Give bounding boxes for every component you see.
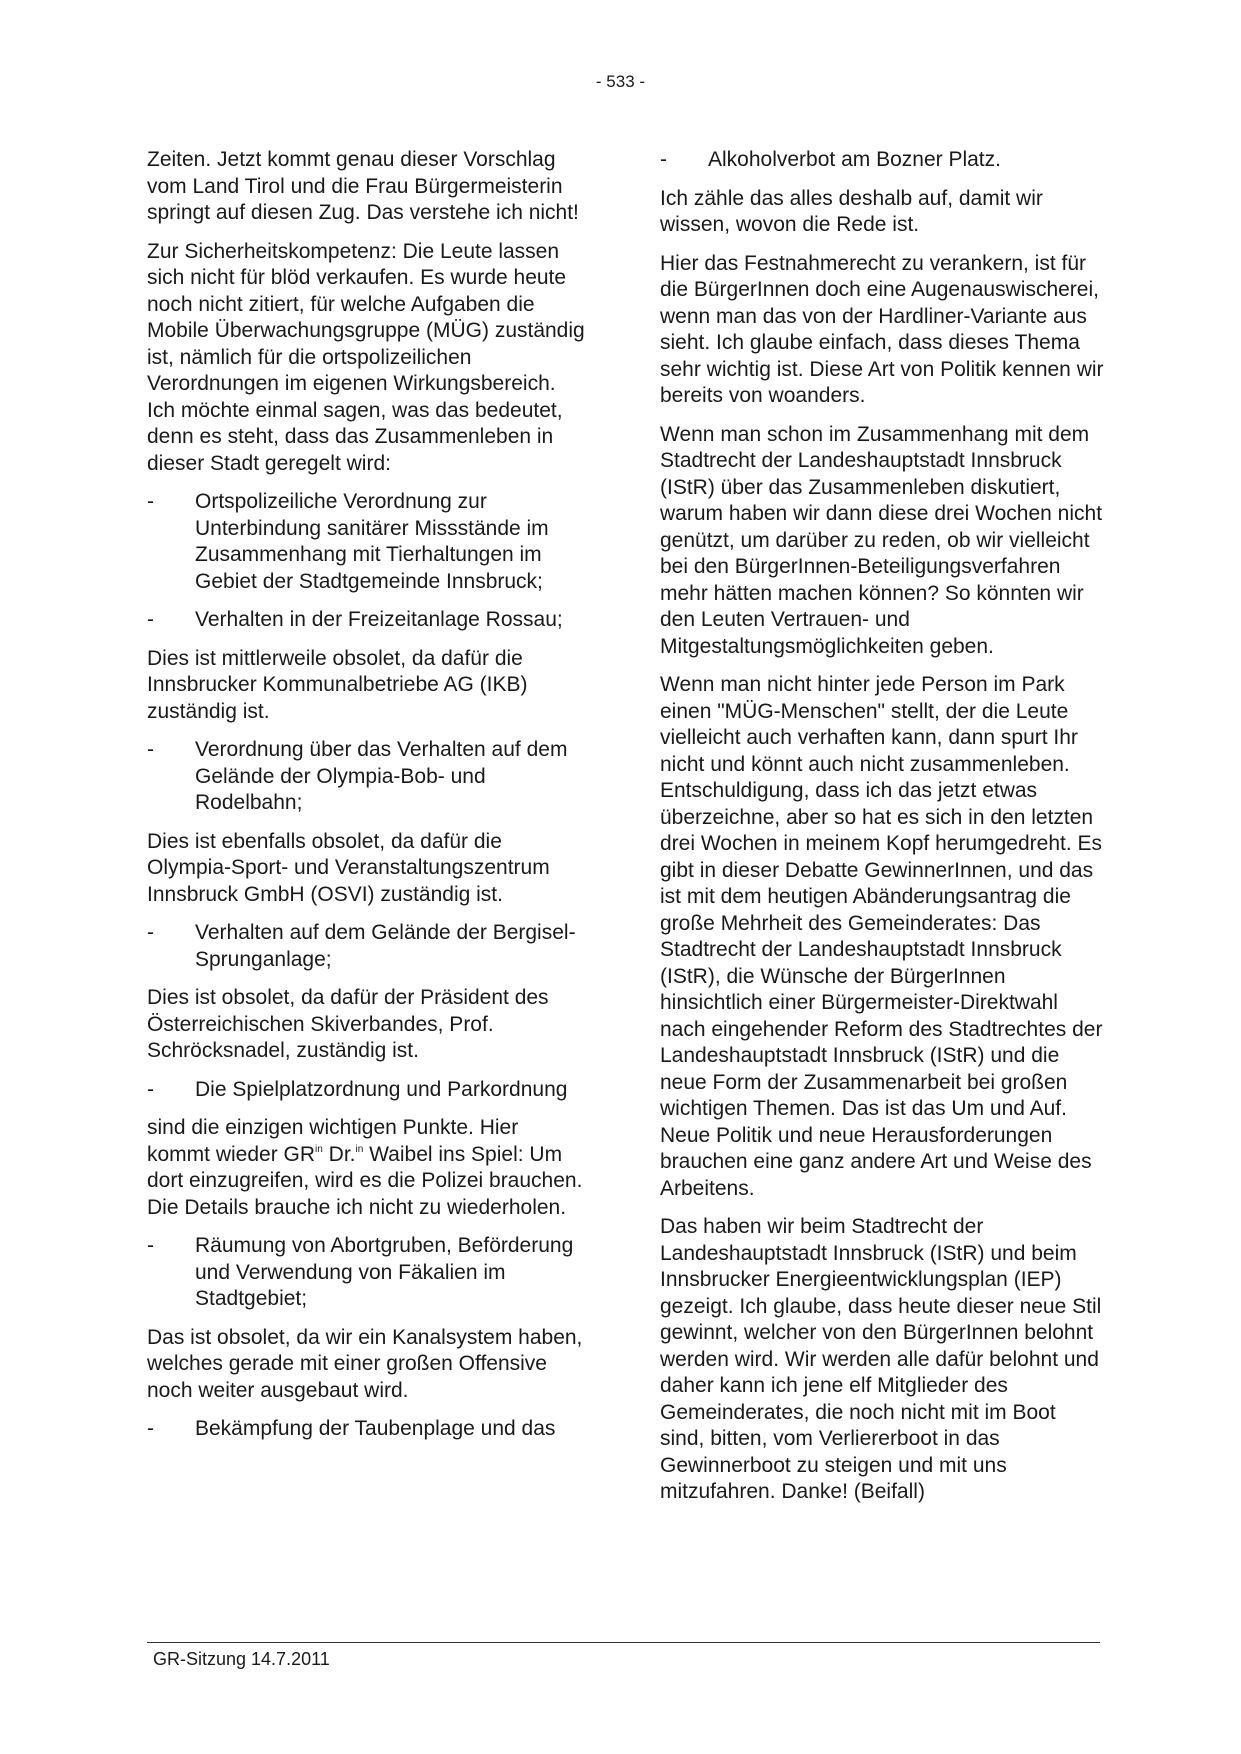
list-dash: -	[147, 738, 154, 761]
footer-divider	[147, 1642, 1100, 1643]
left-column	[147, 147, 587, 1455]
right-column	[660, 147, 1105, 1518]
list-item	[147, 737, 587, 817]
list-item-text: Alkoholverbot am Bozner Platz.	[708, 148, 1001, 171]
list-item-text: Räumung von Abortgruben, Beförderung und Verwendung von Fäkalien im Stadtgebiet;	[195, 1234, 574, 1310]
list-item-text: Verhalten in der Freizeitanlage Rossau;	[195, 608, 563, 631]
superscript: in	[315, 1143, 323, 1155]
paragraph: Zur Sicherheitskompetenz: Die Leute lassen sich nicht für blöd verkaufen. Es wurde heute noch nicht zitiert, für welche Aufgaben die Mobile Überwachungsgruppe (MÜG) zuständig ist, nämlich für die ortspolizeilichen Verordnungen im eigenen Wirkungsbereich. Ich möchte einmal sagen, was das bedeutet, denn es steht, dass das Zusammenleben in dieser Stadt geregelt wird:	[147, 239, 585, 475]
list-item	[147, 489, 587, 595]
paragraph: Wenn man schon im Zusammenhang mit dem Stadtrecht der Landeshauptstadt Innsbruck (IStR) über das Zusammenleben diskutiert, warum haben wir dann diese drei Wochen nicht genützt, um darüber zu reden, ob wir vielleicht bei den BürgerInnen-Beteiligungsverfahren mehr hätten machen können? So könnten wir den Leuten Vertrauen- und Mitgestaltungsmöglichkeiten geben.	[660, 422, 1103, 658]
list-dash: -	[147, 608, 154, 631]
footer-text: GR-Sitzung 14.7.2011	[153, 1649, 330, 1669]
paragraph: Wenn man nicht hinter jede Person im Park einen "MÜG-Menschen" stellt, der die Leute vielleicht auch verhaften kann, dann spurt Ihr nicht und könnt auch nicht zusammenleben. Entschuldigung, dass ich das jetzt etwas überzeichne, aber so hat es sich in den letzten drei Wochen in meinem Kopf herumgedreht. Es gibt in dieser Debatte GewinnerInnen, und das ist mit dem heutigen Abänderungsantrag die große Mehrheit des Gemeinderates: Das Stadtrecht der Landeshauptstadt Innsbruck (IStR), die Wünsche der BürgerInnen hinsichtlich einer Bürgermeister-Direktwahl nach eingehender Reform des Stadtrechtes der Landeshauptstadt Innsbruck (IStR) und die neue Form der Zusammenarbeit bei großen wichtigen Themen. Das ist das Um und Auf. Neue Politik und neue Herausforderungen brauchen eine ganz andere Art und Weise des Arbeitens.	[660, 673, 1103, 1200]
paragraph: Das haben wir beim Stadtrecht der Landeshauptstadt Innsbruck (IStR) und beim Innsbrucker Energieentwicklungsplan (IEP) gezeigt. Ich glaube, dass heute dieser neue Stil gewinnt, welcher von den BürgerInnen belohnt werden wird. Wir werden alle dafür belohnt und daher kann ich jene elf Mitglieder des Gemeinderates, die noch nicht mit im Boot sind, bitten, vom Verliererboot in das Gewinnerboot zu steigen und mit uns mitzufahren. Danke! (Beifall)	[660, 1215, 1102, 1503]
paragraph: Dies ist ebenfalls obsolet, da dafür die Olympia-Sport- und Veranstaltungszentrum Innsbruck GmbH (OSVI) zuständig ist.	[147, 829, 550, 906]
superscript: in	[355, 1143, 364, 1155]
list-item	[147, 1233, 587, 1313]
paragraph: Dies ist obsolet, da dafür der Präsident des Österreichischen Skiverbandes, Prof. Schröcksnadel, zuständig ist.	[147, 986, 549, 1062]
list-item-text: Verhalten auf dem Gelände der Bergisel-Sprunganlage;	[195, 921, 576, 971]
paragraph: Das ist obsolet, da wir ein Kanalsystem haben, welches gerade mit einer großen Offensive noch weiter ausgebaut wird.	[147, 1325, 583, 1402]
list-item	[147, 1077, 587, 1104]
list-dash: -	[147, 1417, 154, 1440]
list-item	[147, 1416, 587, 1443]
list-dash: -	[147, 921, 154, 944]
list-item-text: Bekämpfung der Taubenplage und das	[195, 1417, 556, 1440]
page-number: - 533 -	[595, 72, 646, 91]
paragraph	[147, 1115, 587, 1221]
list-dash: -	[147, 1234, 154, 1257]
paragraph: Zeiten. Jetzt kommt genau dieser Vorschlag vom Land Tirol und die Frau Bürgermeisterin springt auf diesen Zug. Das verstehe ich nicht!	[147, 148, 579, 224]
text-run: Waibel ins Spiel: Um dort einzugreifen, wird es die Polizei brauchen. Die Details brauche ich nicht zu wiederholen.	[147, 1142, 583, 1219]
list-item-text: Verordnung über das Verhalten auf dem Gelände der Olympia-Bob- und Rodelbahn;	[195, 738, 568, 814]
text-run: sind die einzigen wichtigen Punkte. Hier kommt wieder GR	[147, 1116, 519, 1166]
list-item-text: Die Spielplatzordnung und Parkordnung	[195, 1077, 568, 1101]
list-dash: -	[147, 490, 154, 513]
text-run: Dr.	[322, 1142, 356, 1166]
list-item	[660, 147, 1105, 174]
paragraph: Ich zähle das alles deshalb auf, damit wir wissen, wovon die Rede ist.	[660, 186, 1043, 236]
paragraph: Hier das Festnahmerecht zu verankern, ist für die BürgerInnen doch eine Augenauswischerei, wenn man das von der Hardliner-Variante aus sieht. Ich glaube einfach, dass dieses Thema sehr wichtig ist. Diese Art von Politik kennen wir bereits von woanders.	[660, 251, 1104, 407]
list-item	[147, 607, 587, 634]
list-item-text: Ortspolizeiliche Verordnung zur Unterbindung sanitärer Missstände im Zusammenhang mit Tierhaltungen im Gebiet der Stadtgemeinde Innsbruck;	[195, 490, 549, 593]
list-dash: -	[660, 148, 667, 171]
list-item	[147, 920, 587, 973]
list-dash: -	[147, 1077, 154, 1101]
paragraph: Dies ist mittlerweile obsolet, da dafür die Innsbrucker Kommunalbetriebe AG (IKB) zuständig ist.	[147, 646, 528, 723]
